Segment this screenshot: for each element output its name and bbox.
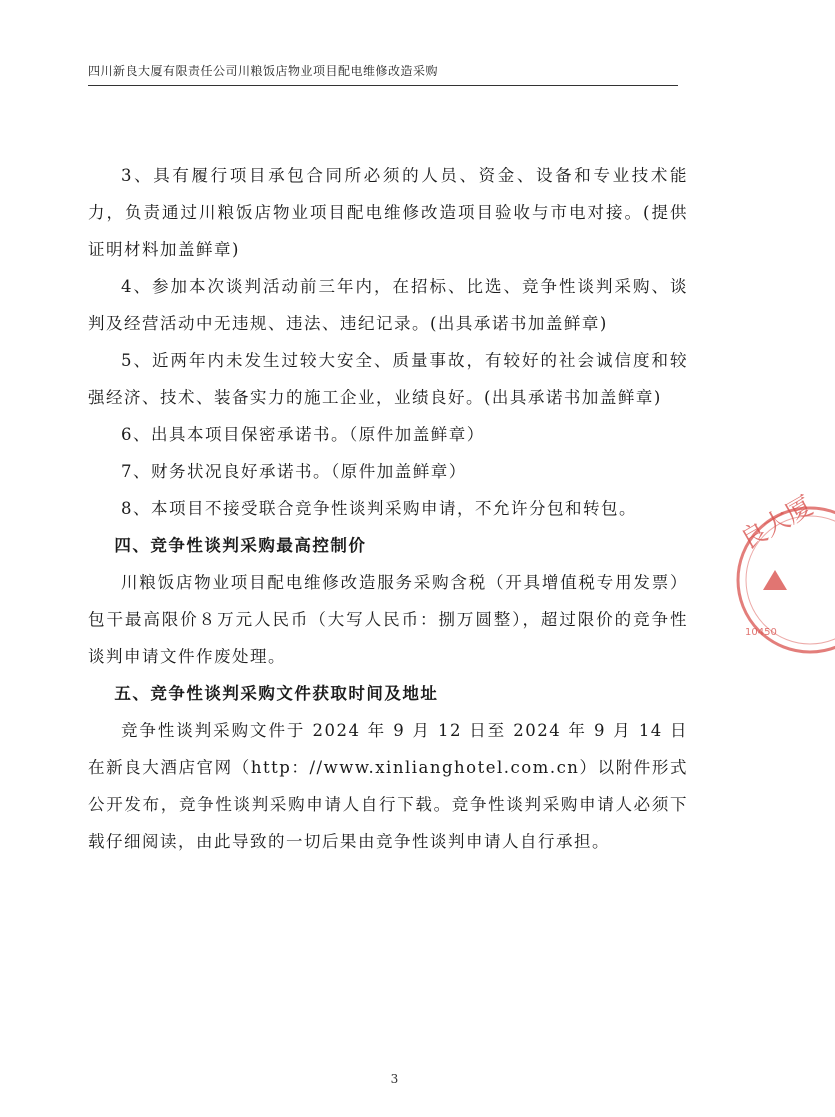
paragraph-item-5: 5、近两年内未发生过较大安全、质量事故，有较好的社会诚信度和较强经济、技术、装备实力的施工企业，业绩良好。(出具承诺书加盖鲜章) — [88, 351, 688, 407]
paragraph-item-6: 6、出具本项目保密承诺书。（原件加盖鲜章） — [121, 425, 485, 444]
section-4-text: 川粮饭店物业项目配电维修改造服务采购含税（开具增值税专用发票）包干最高限价８万元人民币（大写人民币：捌万圆整），超过限价的竞争性谈判申请文件作废处理。 — [88, 573, 688, 666]
section-5-heading: 五、竞争性谈判采购文件获取时间及地址 — [114, 684, 439, 703]
paragraph-item-7: 7、财务状况良好承诺书。（原件加盖鲜章） — [121, 462, 467, 481]
page-number: 3 — [390, 1072, 399, 1086]
section-4-heading: 四、竞争性谈判采购最高控制价 — [114, 536, 367, 555]
svg-text:良大厦: 良大厦 — [735, 491, 819, 557]
company-seal-stamp — [735, 491, 835, 665]
paragraph-item-3: 3、具有履行项目承包合同所必须的人员、资金、设备和专业技术能力，负责通过川粮饭店物业项目配电维修改造项目验收与市电对接。(提供证明材料加盖鲜章) — [88, 166, 688, 259]
svg-text:10450: 10450 — [745, 627, 777, 638]
section-5-text: 竞争性谈判采购文件于 2024 年 9 月 12 日至 2024 年 9 月 14 日在新良大酒店官网（http：//www.xinlianghotel.com.cn）以附件形式公开发布，竞争性谈判采购申请人自行下载。竞争性谈判采购申请人必须下载仔细阅读，由此导致的一切后果由竞争性谈判申请人自行承担。 — [88, 721, 688, 851]
paragraph-item-8: 8、本项目不接受联合竞争性谈判采购申请，不允许分包和转包。 — [121, 499, 637, 518]
paragraph-item-4: 4、参加本次谈判活动前三年内，在招标、比选、竞争性谈判采购、谈判及经营活动中无违规、违法、违纪记录。(出具承诺书加盖鲜章) — [88, 277, 688, 333]
page-header: 四川新良大厦有限责任公司川粮饭店物业项目配电维修改造采购 — [88, 62, 678, 86]
document-body — [88, 157, 688, 860]
